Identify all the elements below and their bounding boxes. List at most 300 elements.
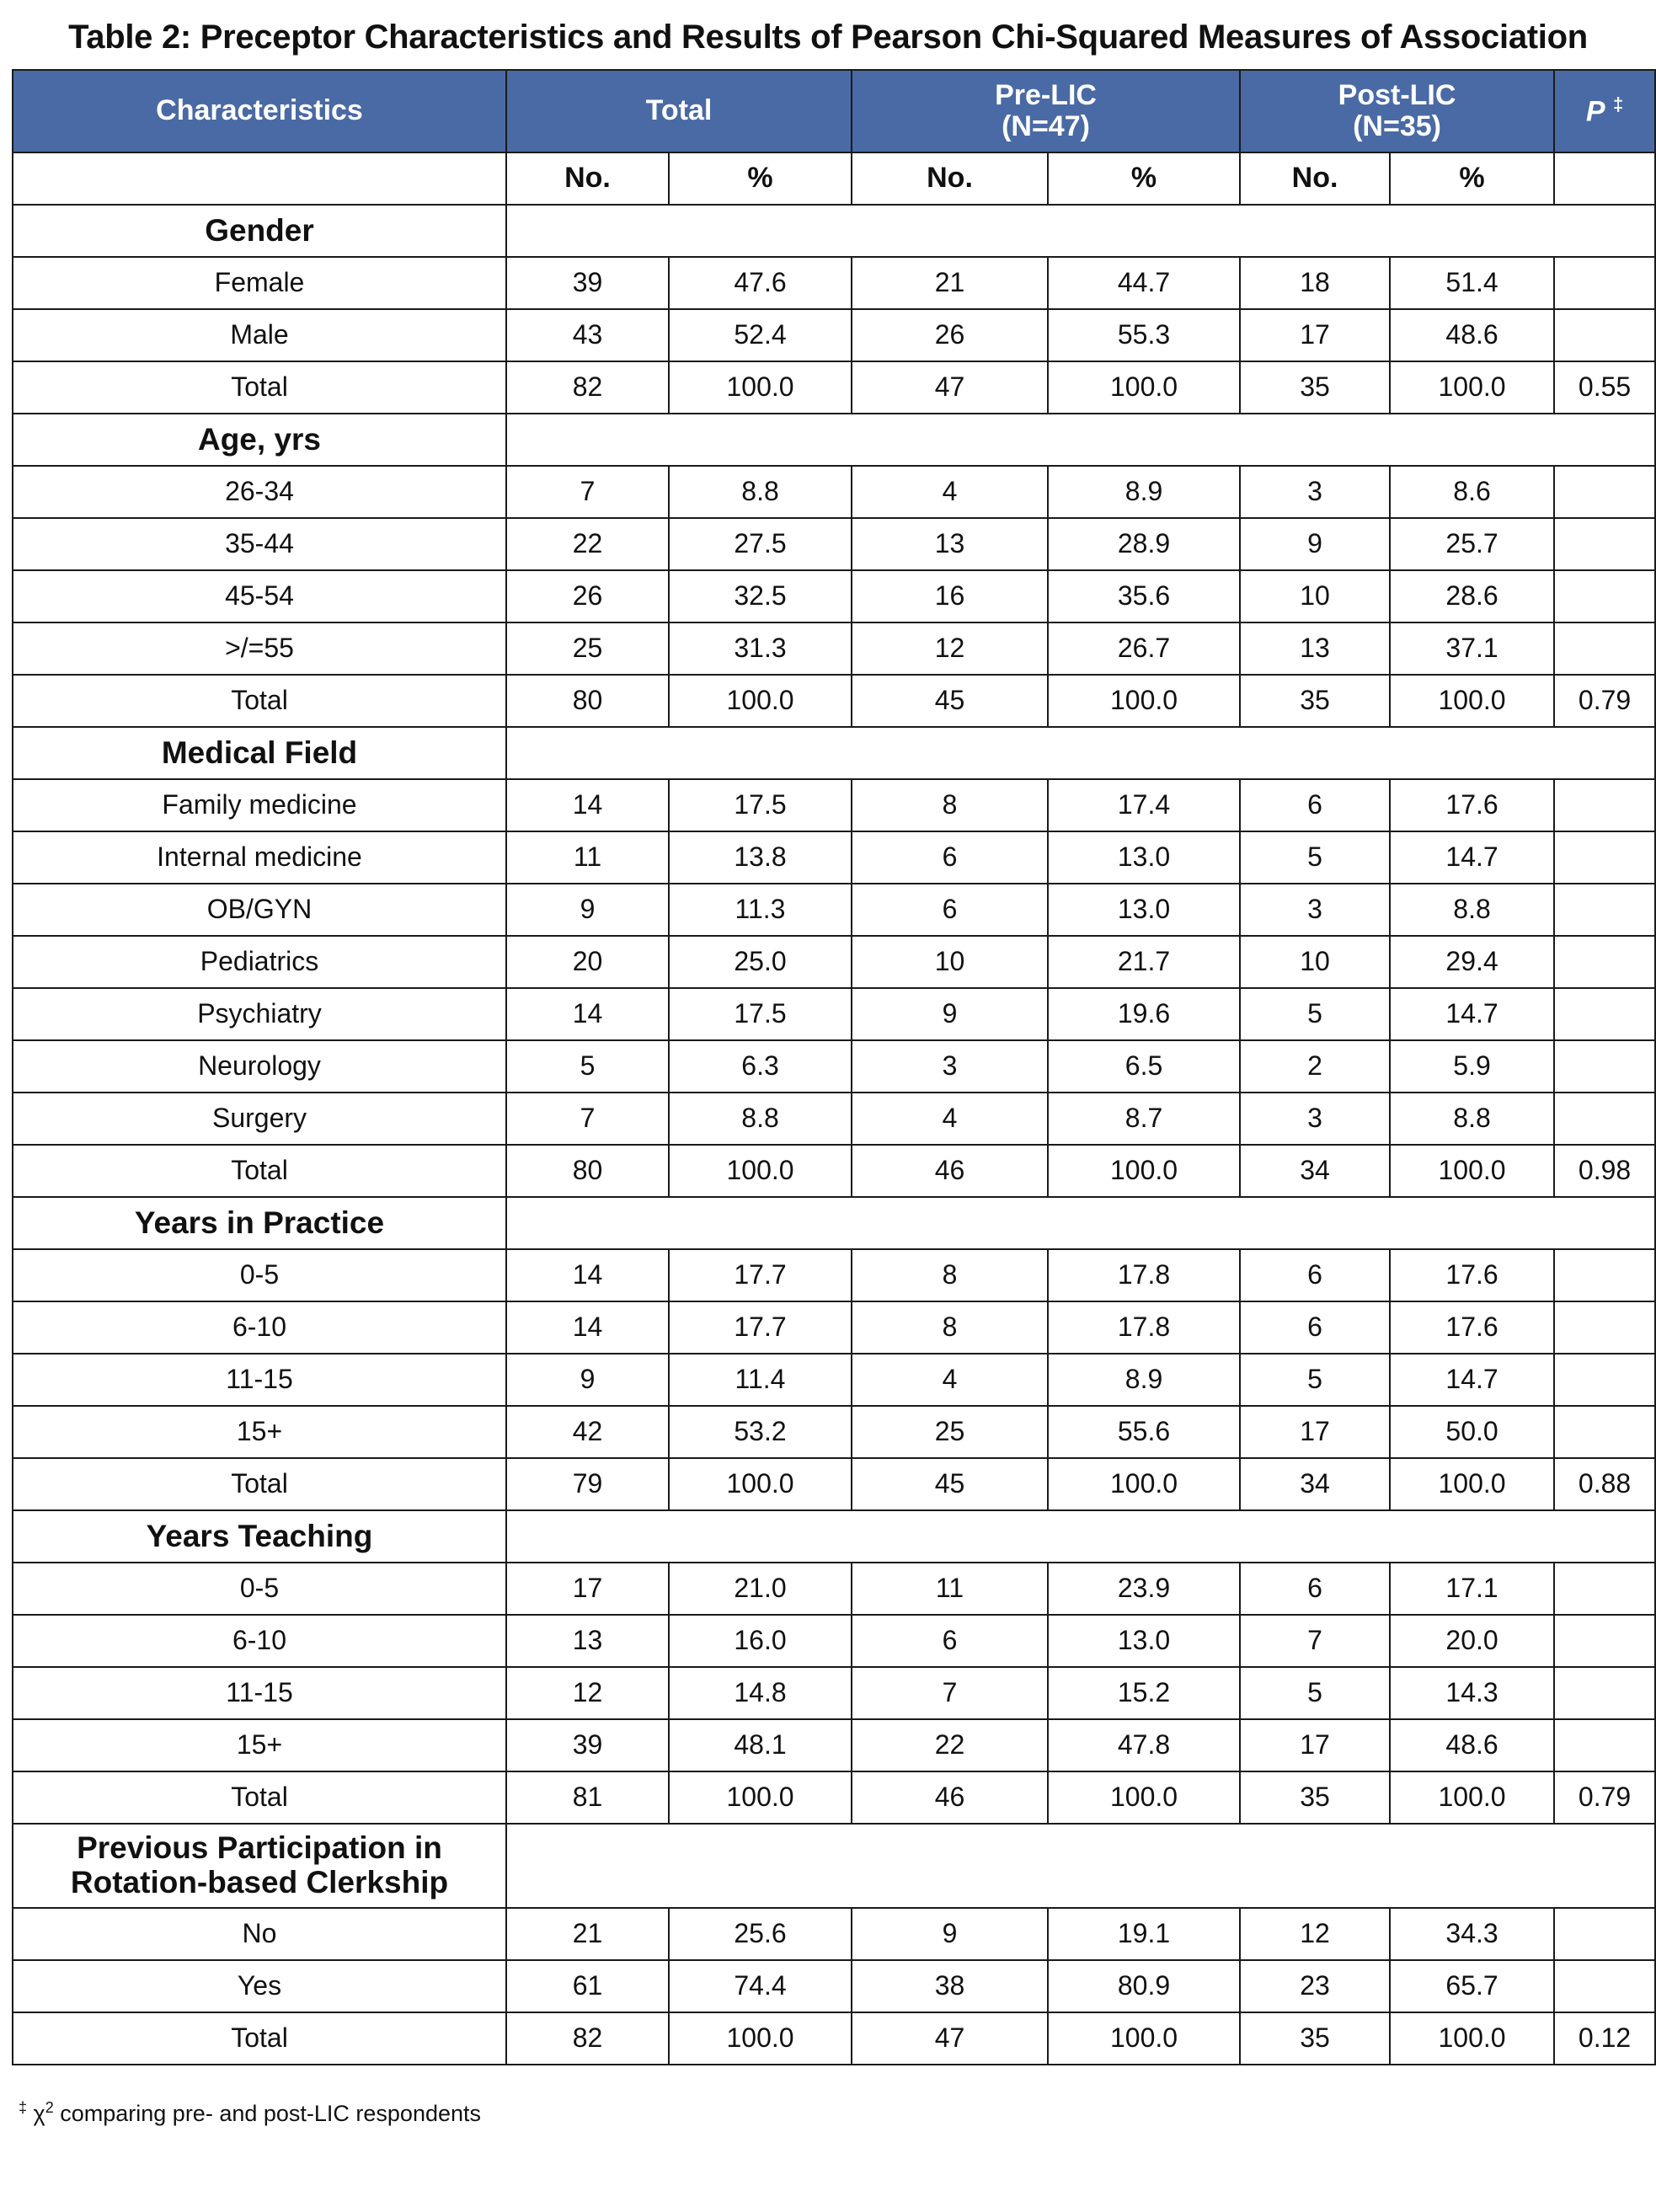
cell-post-no: 10 bbox=[1240, 570, 1390, 622]
cell-total-no: 25 bbox=[506, 622, 669, 675]
section-label bbox=[13, 1824, 506, 1908]
cell-p-value bbox=[1554, 1960, 1655, 2012]
subheader-post-pct: % bbox=[1390, 152, 1554, 205]
cell-p-value bbox=[1554, 1563, 1655, 1615]
cell-pre-no: 6 bbox=[852, 1615, 1048, 1667]
table-row bbox=[13, 1354, 1655, 1406]
header-post-lic-line1: Post-LIC bbox=[1338, 78, 1456, 111]
row-label: 11-15 bbox=[13, 1354, 506, 1406]
cell-pre-pct: 26.7 bbox=[1048, 622, 1240, 675]
cell-pre-pct: 17.4 bbox=[1048, 779, 1240, 831]
table-row bbox=[13, 257, 1655, 309]
cell-post-pct: 14.3 bbox=[1390, 1667, 1554, 1719]
cell-total-pct: 14.8 bbox=[669, 1667, 852, 1719]
cell-total-pct: 100.0 bbox=[669, 1458, 852, 1510]
header-characteristics: Characteristics bbox=[13, 70, 506, 152]
cell-post-no: 5 bbox=[1240, 988, 1390, 1040]
cell-total-pct: 100.0 bbox=[669, 1771, 852, 1824]
cell-p-value bbox=[1554, 518, 1655, 570]
cell-total-pct: 52.4 bbox=[669, 309, 852, 361]
header-post-lic bbox=[1240, 70, 1554, 152]
cell-total-no: 42 bbox=[506, 1406, 669, 1458]
cell-pre-no: 46 bbox=[852, 1771, 1048, 1824]
section-label: Gender bbox=[13, 205, 506, 257]
table-row bbox=[13, 1145, 1655, 1197]
cell-post-no: 17 bbox=[1240, 1406, 1390, 1458]
cell-total-pct: 74.4 bbox=[669, 1960, 852, 2012]
cell-pre-pct: 47.8 bbox=[1048, 1719, 1240, 1771]
cell-total-no: 13 bbox=[506, 1615, 669, 1667]
cell-total-no: 81 bbox=[506, 1771, 669, 1824]
table-row bbox=[13, 1040, 1655, 1093]
table-row bbox=[13, 518, 1655, 570]
cell-total-no: 43 bbox=[506, 309, 669, 361]
cell-pre-no: 45 bbox=[852, 1458, 1048, 1510]
row-label: >/=55 bbox=[13, 622, 506, 675]
cell-total-pct: 25.6 bbox=[669, 1908, 852, 1960]
cell-total-pct: 11.4 bbox=[669, 1354, 852, 1406]
cell-pre-pct: 28.9 bbox=[1048, 518, 1240, 570]
cell-post-pct: 100.0 bbox=[1390, 2012, 1554, 2065]
cell-post-no: 34 bbox=[1240, 1458, 1390, 1510]
row-label: Total bbox=[13, 2012, 506, 2065]
cell-total-pct: 8.8 bbox=[669, 466, 852, 518]
cell-total-no: 22 bbox=[506, 518, 669, 570]
cell-pre-no: 3 bbox=[852, 1040, 1048, 1093]
section-header-row bbox=[13, 727, 1655, 779]
subheader-total-no: No. bbox=[506, 152, 669, 205]
section-blank-cell bbox=[506, 205, 1655, 257]
cell-p-value bbox=[1554, 1093, 1655, 1145]
cell-total-pct: 47.6 bbox=[669, 257, 852, 309]
section-label-line1: Previous Participation in bbox=[77, 1830, 442, 1866]
cell-total-no: 21 bbox=[506, 1908, 669, 1960]
cell-pre-no: 22 bbox=[852, 1719, 1048, 1771]
cell-p-value bbox=[1554, 257, 1655, 309]
cell-p-value bbox=[1554, 1354, 1655, 1406]
cell-pre-pct: 100.0 bbox=[1048, 1771, 1240, 1824]
cell-pre-pct: 8.9 bbox=[1048, 1354, 1240, 1406]
table-row bbox=[13, 675, 1655, 727]
row-label: Male bbox=[13, 309, 506, 361]
cell-total-pct: 100.0 bbox=[669, 361, 852, 414]
header-pre-lic-line2: (N=47) bbox=[1002, 110, 1090, 142]
section-header-row bbox=[13, 205, 1655, 257]
cell-post-pct: 8.8 bbox=[1390, 884, 1554, 936]
cell-p-value bbox=[1554, 1301, 1655, 1354]
cell-post-pct: 5.9 bbox=[1390, 1040, 1554, 1093]
table-row bbox=[13, 309, 1655, 361]
table-row bbox=[13, 1249, 1655, 1301]
section-header-row bbox=[13, 1824, 1655, 1908]
cell-pre-no: 7 bbox=[852, 1667, 1048, 1719]
cell-total-no: 20 bbox=[506, 936, 669, 988]
cell-total-pct: 17.5 bbox=[669, 779, 852, 831]
footnote-exponent: 2 bbox=[45, 2099, 54, 2116]
table-row bbox=[13, 622, 1655, 675]
cell-pre-pct: 44.7 bbox=[1048, 257, 1240, 309]
cell-pre-pct: 15.2 bbox=[1048, 1667, 1240, 1719]
cell-post-no: 3 bbox=[1240, 884, 1390, 936]
section-blank-cell bbox=[506, 727, 1655, 779]
cell-pre-pct: 80.9 bbox=[1048, 1960, 1240, 2012]
section-blank-cell bbox=[506, 1510, 1655, 1563]
table-row bbox=[13, 988, 1655, 1040]
cell-post-no: 13 bbox=[1240, 622, 1390, 675]
cell-total-no: 26 bbox=[506, 570, 669, 622]
cell-p-value bbox=[1554, 1249, 1655, 1301]
table-row bbox=[13, 466, 1655, 518]
cell-total-pct: 32.5 bbox=[669, 570, 852, 622]
cell-total-pct: 6.3 bbox=[669, 1040, 852, 1093]
subheader-row bbox=[13, 152, 1655, 205]
row-label: Female bbox=[13, 257, 506, 309]
cell-post-no: 6 bbox=[1240, 1301, 1390, 1354]
table-title: Table 2: Preceptor Characteristics and Results of Pearson Chi-Squared Measures of Association bbox=[68, 19, 1588, 56]
cell-p-value: 0.55 bbox=[1554, 361, 1655, 414]
cell-post-pct: 20.0 bbox=[1390, 1615, 1554, 1667]
cell-p-value bbox=[1554, 622, 1655, 675]
cell-pre-no: 9 bbox=[852, 1908, 1048, 1960]
cell-total-no: 17 bbox=[506, 1563, 669, 1615]
cell-post-no: 3 bbox=[1240, 466, 1390, 518]
cell-pre-pct: 6.5 bbox=[1048, 1040, 1240, 1093]
cell-p-value bbox=[1554, 1406, 1655, 1458]
cell-p-value: 0.88 bbox=[1554, 1458, 1655, 1510]
row-label: 35-44 bbox=[13, 518, 506, 570]
cell-post-no: 35 bbox=[1240, 2012, 1390, 2065]
table-row bbox=[13, 1563, 1655, 1615]
cell-p-value bbox=[1554, 988, 1655, 1040]
cell-total-pct: 8.8 bbox=[669, 1093, 852, 1145]
cell-post-pct: 65.7 bbox=[1390, 1960, 1554, 2012]
row-label: OB/GYN bbox=[13, 884, 506, 936]
table-row bbox=[13, 570, 1655, 622]
header-post-lic-line2: (N=35) bbox=[1353, 110, 1441, 142]
cell-total-no: 82 bbox=[506, 361, 669, 414]
table-row bbox=[13, 1960, 1655, 2012]
cell-p-value bbox=[1554, 1667, 1655, 1719]
table-row bbox=[13, 1301, 1655, 1354]
cell-total-no: 82 bbox=[506, 2012, 669, 2065]
table-row bbox=[13, 1667, 1655, 1719]
cell-post-pct: 48.6 bbox=[1390, 1719, 1554, 1771]
cell-post-no: 5 bbox=[1240, 831, 1390, 884]
cell-pre-no: 13 bbox=[852, 518, 1048, 570]
row-label: Total bbox=[13, 675, 506, 727]
section-label: Medical Field bbox=[13, 727, 506, 779]
cell-p-value bbox=[1554, 309, 1655, 361]
section-blank-cell bbox=[506, 1197, 1655, 1249]
footnote-mark: ‡ bbox=[19, 2099, 28, 2116]
cell-total-no: 7 bbox=[506, 1093, 669, 1145]
cell-p-value bbox=[1554, 1908, 1655, 1960]
cell-pre-pct: 19.1 bbox=[1048, 1908, 1240, 1960]
header-p-label: P bbox=[1585, 95, 1605, 128]
subheader-empty bbox=[13, 152, 506, 205]
cell-pre-no: 47 bbox=[852, 361, 1048, 414]
section-header-row bbox=[13, 414, 1655, 466]
subheader-pre-pct: % bbox=[1048, 152, 1240, 205]
cell-p-value: 0.12 bbox=[1554, 2012, 1655, 2065]
cell-total-pct: 25.0 bbox=[669, 936, 852, 988]
cell-total-pct: 100.0 bbox=[669, 2012, 852, 2065]
cell-pre-no: 47 bbox=[852, 2012, 1048, 2065]
row-label: Pediatrics bbox=[13, 936, 506, 988]
cell-post-no: 18 bbox=[1240, 257, 1390, 309]
cell-post-no: 35 bbox=[1240, 675, 1390, 727]
cell-post-pct: 34.3 bbox=[1390, 1908, 1554, 1960]
cell-total-no: 9 bbox=[506, 884, 669, 936]
cell-post-pct: 28.6 bbox=[1390, 570, 1554, 622]
cell-post-no: 7 bbox=[1240, 1615, 1390, 1667]
cell-pre-pct: 100.0 bbox=[1048, 1145, 1240, 1197]
cell-p-value bbox=[1554, 466, 1655, 518]
row-label: Total bbox=[13, 1458, 506, 1510]
cell-post-pct: 100.0 bbox=[1390, 1458, 1554, 1510]
cell-pre-no: 10 bbox=[852, 936, 1048, 988]
cell-total-pct: 17.7 bbox=[669, 1249, 852, 1301]
cell-pre-no: 21 bbox=[852, 257, 1048, 309]
cell-post-pct: 100.0 bbox=[1390, 361, 1554, 414]
cell-pre-pct: 21.7 bbox=[1048, 936, 1240, 988]
cell-total-no: 14 bbox=[506, 779, 669, 831]
cell-post-no: 17 bbox=[1240, 1719, 1390, 1771]
cell-pre-pct: 8.9 bbox=[1048, 466, 1240, 518]
section-label: Age, yrs bbox=[13, 414, 506, 466]
header-row bbox=[13, 70, 1655, 152]
cell-post-pct: 17.6 bbox=[1390, 1301, 1554, 1354]
cell-pre-no: 26 bbox=[852, 309, 1048, 361]
section-blank-cell bbox=[506, 1824, 1655, 1908]
cell-post-no: 17 bbox=[1240, 309, 1390, 361]
cell-post-no: 23 bbox=[1240, 1960, 1390, 2012]
cell-total-pct: 17.7 bbox=[669, 1301, 852, 1354]
cell-total-no: 9 bbox=[506, 1354, 669, 1406]
cell-p-value bbox=[1554, 831, 1655, 884]
cell-total-pct: 17.5 bbox=[669, 988, 852, 1040]
cell-post-no: 3 bbox=[1240, 1093, 1390, 1145]
cell-pre-pct: 13.0 bbox=[1048, 884, 1240, 936]
row-label: 15+ bbox=[13, 1406, 506, 1458]
section-blank-cell bbox=[506, 414, 1655, 466]
cell-total-no: 14 bbox=[506, 1249, 669, 1301]
cell-post-pct: 29.4 bbox=[1390, 936, 1554, 988]
cell-total-no: 5 bbox=[506, 1040, 669, 1093]
cell-total-no: 14 bbox=[506, 988, 669, 1040]
cell-total-pct: 21.0 bbox=[669, 1563, 852, 1615]
cell-p-value: 0.98 bbox=[1554, 1145, 1655, 1197]
header-p-value bbox=[1554, 70, 1655, 152]
table-row bbox=[13, 1406, 1655, 1458]
row-label: Surgery bbox=[13, 1093, 506, 1145]
cell-pre-no: 6 bbox=[852, 884, 1048, 936]
row-label: Total bbox=[13, 361, 506, 414]
cell-post-pct: 14.7 bbox=[1390, 831, 1554, 884]
cell-post-pct: 17.6 bbox=[1390, 1249, 1554, 1301]
cell-total-no: 11 bbox=[506, 831, 669, 884]
cell-pre-no: 8 bbox=[852, 1301, 1048, 1354]
cell-pre-no: 8 bbox=[852, 1249, 1048, 1301]
section-header-row bbox=[13, 1197, 1655, 1249]
cell-pre-pct: 23.9 bbox=[1048, 1563, 1240, 1615]
cell-total-no: 7 bbox=[506, 466, 669, 518]
table-row bbox=[13, 831, 1655, 884]
row-label: Total bbox=[13, 1145, 506, 1197]
cell-p-value bbox=[1554, 936, 1655, 988]
cell-total-pct: 53.2 bbox=[669, 1406, 852, 1458]
cell-total-pct: 100.0 bbox=[669, 675, 852, 727]
table-row bbox=[13, 779, 1655, 831]
cell-pre-no: 4 bbox=[852, 466, 1048, 518]
cell-post-no: 35 bbox=[1240, 1771, 1390, 1824]
table-row bbox=[13, 1093, 1655, 1145]
table-row bbox=[13, 1458, 1655, 1510]
cell-post-pct: 50.0 bbox=[1390, 1406, 1554, 1458]
cell-pre-no: 25 bbox=[852, 1406, 1048, 1458]
header-total: Total bbox=[506, 70, 852, 152]
cell-post-pct: 8.8 bbox=[1390, 1093, 1554, 1145]
cell-post-no: 9 bbox=[1240, 518, 1390, 570]
header-pre-lic-line1: Pre-LIC bbox=[995, 78, 1097, 111]
cell-pre-pct: 100.0 bbox=[1048, 361, 1240, 414]
row-label: 0-5 bbox=[13, 1249, 506, 1301]
cell-p-value bbox=[1554, 779, 1655, 831]
cell-post-pct: 14.7 bbox=[1390, 1354, 1554, 1406]
cell-pre-pct: 17.8 bbox=[1048, 1301, 1240, 1354]
cell-post-no: 34 bbox=[1240, 1145, 1390, 1197]
cell-post-no: 2 bbox=[1240, 1040, 1390, 1093]
row-label: 6-10 bbox=[13, 1615, 506, 1667]
cell-pre-no: 12 bbox=[852, 622, 1048, 675]
row-label: 26-34 bbox=[13, 466, 506, 518]
row-label: Family medicine bbox=[13, 779, 506, 831]
footnote bbox=[19, 2099, 481, 2127]
cell-total-pct: 31.3 bbox=[669, 622, 852, 675]
cell-total-no: 80 bbox=[506, 1145, 669, 1197]
row-label: Total bbox=[13, 1771, 506, 1824]
table-row bbox=[13, 1615, 1655, 1667]
cell-post-no: 12 bbox=[1240, 1908, 1390, 1960]
cell-pre-pct: 35.6 bbox=[1048, 570, 1240, 622]
cell-pre-pct: 100.0 bbox=[1048, 1458, 1240, 1510]
cell-pre-pct: 100.0 bbox=[1048, 2012, 1240, 2065]
cell-post-pct: 100.0 bbox=[1390, 1771, 1554, 1824]
cell-p-value bbox=[1554, 570, 1655, 622]
cell-post-pct: 48.6 bbox=[1390, 309, 1554, 361]
cell-pre-no: 8 bbox=[852, 779, 1048, 831]
preceptor-characteristics-table bbox=[12, 69, 1656, 2065]
cell-pre-no: 6 bbox=[852, 831, 1048, 884]
cell-total-no: 39 bbox=[506, 257, 669, 309]
cell-p-value: 0.79 bbox=[1554, 1771, 1655, 1824]
cell-total-pct: 11.3 bbox=[669, 884, 852, 936]
cell-p-value: 0.79 bbox=[1554, 675, 1655, 727]
cell-post-pct: 17.6 bbox=[1390, 779, 1554, 831]
header-p-mark: ‡ bbox=[1612, 94, 1624, 115]
cell-post-no: 5 bbox=[1240, 1667, 1390, 1719]
subheader-post-no: No. bbox=[1240, 152, 1390, 205]
header-pre-lic bbox=[852, 70, 1240, 152]
table-row bbox=[13, 936, 1655, 988]
cell-post-pct: 25.7 bbox=[1390, 518, 1554, 570]
footnote-chi: χ bbox=[33, 2101, 45, 2126]
cell-pre-no: 16 bbox=[852, 570, 1048, 622]
subheader-total-pct: % bbox=[669, 152, 852, 205]
row-label: 45-54 bbox=[13, 570, 506, 622]
cell-total-pct: 48.1 bbox=[669, 1719, 852, 1771]
cell-total-pct: 100.0 bbox=[669, 1145, 852, 1197]
row-label: Yes bbox=[13, 1960, 506, 2012]
cell-pre-pct: 17.8 bbox=[1048, 1249, 1240, 1301]
cell-total-no: 39 bbox=[506, 1719, 669, 1771]
row-label: Neurology bbox=[13, 1040, 506, 1093]
cell-p-value bbox=[1554, 1615, 1655, 1667]
row-label: 6-10 bbox=[13, 1301, 506, 1354]
cell-pre-no: 45 bbox=[852, 675, 1048, 727]
table-row bbox=[13, 2012, 1655, 2065]
cell-pre-no: 46 bbox=[852, 1145, 1048, 1197]
cell-post-pct: 17.1 bbox=[1390, 1563, 1554, 1615]
table-row bbox=[13, 1908, 1655, 1960]
cell-p-value bbox=[1554, 1719, 1655, 1771]
row-label: 15+ bbox=[13, 1719, 506, 1771]
cell-total-no: 80 bbox=[506, 675, 669, 727]
cell-pre-no: 4 bbox=[852, 1354, 1048, 1406]
cell-pre-pct: 8.7 bbox=[1048, 1093, 1240, 1145]
cell-post-pct: 51.4 bbox=[1390, 257, 1554, 309]
section-label: Years in Practice bbox=[13, 1197, 506, 1249]
section-label: Years Teaching bbox=[13, 1510, 506, 1563]
cell-total-no: 61 bbox=[506, 1960, 669, 2012]
cell-total-pct: 16.0 bbox=[669, 1615, 852, 1667]
cell-post-no: 5 bbox=[1240, 1354, 1390, 1406]
cell-pre-pct: 13.0 bbox=[1048, 1615, 1240, 1667]
cell-post-no: 35 bbox=[1240, 361, 1390, 414]
cell-pre-no: 4 bbox=[852, 1093, 1048, 1145]
cell-pre-no: 11 bbox=[852, 1563, 1048, 1615]
cell-post-no: 6 bbox=[1240, 779, 1390, 831]
cell-pre-pct: 13.0 bbox=[1048, 831, 1240, 884]
cell-total-pct: 27.5 bbox=[669, 518, 852, 570]
cell-total-no: 12 bbox=[506, 1667, 669, 1719]
table-row bbox=[13, 1719, 1655, 1771]
cell-post-no: 10 bbox=[1240, 936, 1390, 988]
cell-pre-pct: 55.6 bbox=[1048, 1406, 1240, 1458]
cell-pre-pct: 19.6 bbox=[1048, 988, 1240, 1040]
cell-total-pct: 13.8 bbox=[669, 831, 852, 884]
section-label-line2: Rotation-based Clerkship bbox=[70, 1865, 449, 1899]
cell-total-no: 79 bbox=[506, 1458, 669, 1510]
cell-p-value bbox=[1554, 1040, 1655, 1093]
cell-total-no: 14 bbox=[506, 1301, 669, 1354]
row-label: Internal medicine bbox=[13, 831, 506, 884]
row-label: Psychiatry bbox=[13, 988, 506, 1040]
row-label: 0-5 bbox=[13, 1563, 506, 1615]
subheader-pre-no: No. bbox=[852, 152, 1048, 205]
cell-post-pct: 8.6 bbox=[1390, 466, 1554, 518]
cell-post-no: 6 bbox=[1240, 1563, 1390, 1615]
subheader-p-empty bbox=[1554, 152, 1655, 205]
footnote-text: comparing pre- and post-LIC respondents bbox=[53, 2101, 482, 2126]
cell-post-pct: 14.7 bbox=[1390, 988, 1554, 1040]
cell-p-value bbox=[1554, 884, 1655, 936]
section-header-row bbox=[13, 1510, 1655, 1563]
table-row bbox=[13, 884, 1655, 936]
table-row bbox=[13, 361, 1655, 414]
cell-pre-no: 38 bbox=[852, 1960, 1048, 2012]
cell-post-pct: 100.0 bbox=[1390, 1145, 1554, 1197]
